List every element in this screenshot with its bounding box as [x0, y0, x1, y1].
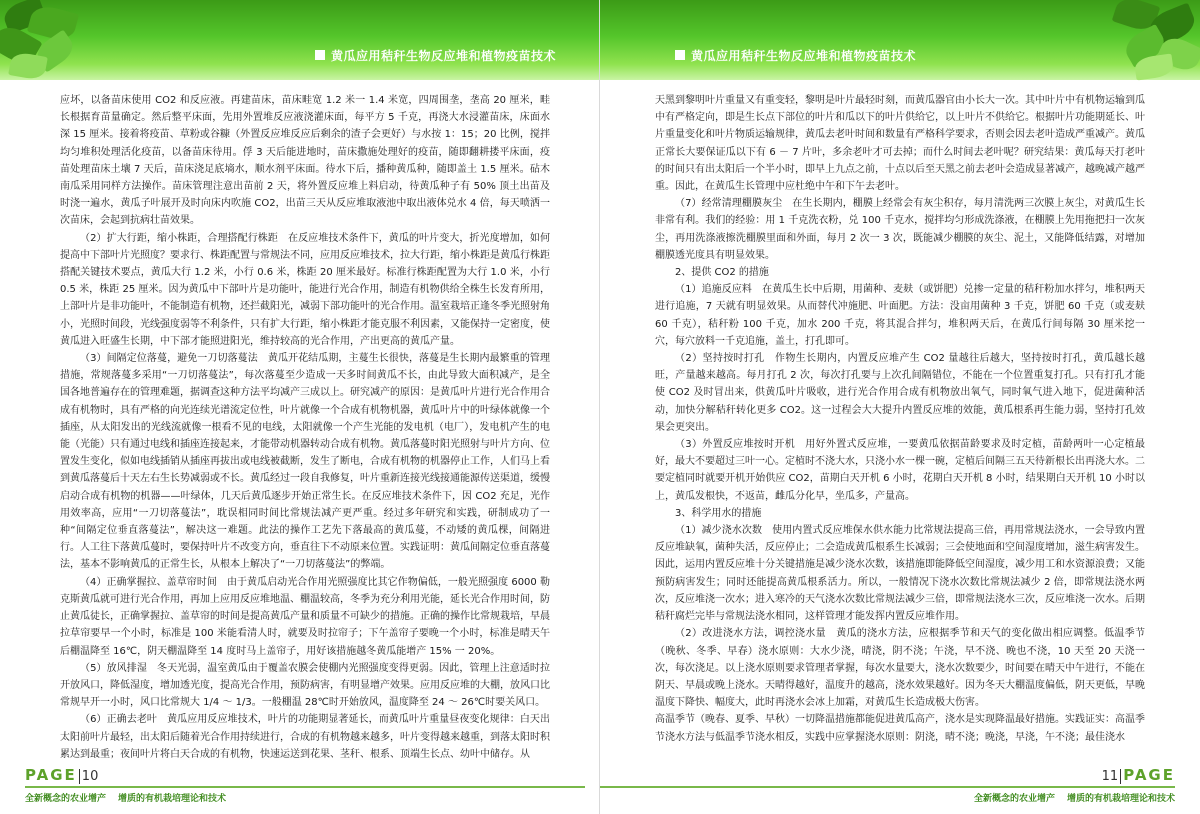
- left-paragraph-1: 应坏，以备苗床使用 CO2 和反应液。再建苗床，苗床畦宽 1.2 米一 1.4 米宽，四周围垄，垄高 20 厘米，畦长根据育苗量确定。然后整平床面，先用外置堆反应液浇灌床面，每平方 5 千克，再浇大水浸灌苗床，床面水深 15 厘米。接着将疫苗、草粉或谷糠（外置反应堆反应后剩余的渣子会更好）与水按 1：15；20 比例，搅拌均匀堆积处理活化疫苗，以备苗床待用。俘 3 天后能进地时，苗床撒施处理好的疫苗，随即翻耕搂平床面，疫苗处理苗床土壤 7 天后，苗床浇足底墒水，顺水剂平床面。待水下后，播种黄瓜种，随即盖土 1.5 厘米。砧木南瓜采用同样方法操作。苗床管理注意出苗前 2 天，将外置反应堆上料启动，待黄瓜种子有 50% 顶土出苗及时浇一遍水，黄瓜子叶展开及时向床内吹施 CO2，出苗三天从反应堆取液池中取出液体兑水 4 倍，每天喷洒一次苗床，会起到抗病壮苗效果。: [60, 95, 550, 227]
- tagline-b: 增质的有机栽培理论和技术: [1066, 794, 1175, 804]
- page-label: PAGE: [1123, 766, 1175, 784]
- right-paragraph-6: （3）外置反应堆按时开机 用好外置式反应堆，一要黄瓜依据苗龄要求及时定植，苗龄两叶一心定植最好，最大不要超过三叶一心。定植时不浇大水，只浇小水一棵一碗，定植后间隔三五天待新根长出再浇大水。二要定植同时就要开机开始供应 CO2，苗期白天开机 6 小时，花期白天开机 8 小时，结果期白天开机 10 小时以上，黄瓜发根快，不返苗，雌瓜分化早，坐瓜多，产量高。: [655, 439, 1145, 502]
- footer-rule-left: [25, 786, 585, 788]
- running-title-left: [315, 44, 556, 66]
- tagline-b: 增质的有机栽培理论和技术: [118, 794, 227, 804]
- header-band-left: [0, 0, 600, 80]
- left-paragraph-3: （3）间隔定位落蔓，避免一刀切落蔓法 黄瓜开花结瓜期，主蔓生长很快，落蔓是生长期内最繁重的管理措施，常规落蔓多采用“一刀切落蔓法”，每次落蔓至少造成一天多时间黄瓜不长，由此导致大面积减产，是全国各地普遍存在的管理难题，据调查这种方法平均减产三成以上。研究减产的原因：是黄瓜叶片进行光合作用合成有机物时，具有严格的向光连续光谱流定位性，叶片就像一个合成有机物机器，黄瓜叶片中的叶绿体就像一个插座，从太阳发出的光线流就像一根看不见的电线，太阳就像一个产生光能的发电机（电厂），发电机产生的电能（光能）只有通过电线和插座连接起来，才能带动机器转动合成有机物。黄瓜落蔓时阳光照射与叶片方向、位置发生变化，似如电线插销从插座再拔出或电线被截断，发生了断电，合成有机物的机器停止工作，人们马上看到黄瓜落蔓后十天左右生长势减弱或不长。黄瓜经过一段自我修复，叶片重新连接光线接通能源传送渠道，缓慢启动合成有机物的机器——叶绿体，几天后黄瓜逐步开始正常生长。在反应堆技术条件下，因 CO2 充足，光作用效率高，应用“一刀切落蔓法”，耽误相同时间比常规法减产更严重。经过多年研究和实践，研制成功了一种“间隔定位垂直落蔓法”，解决这一难题。此法的操作工艺先下落最高的黄瓜蔓，不动矮的黄瓜棵，间隔进行。人工往下落黄瓜蔓时，要保持叶片不改变方向，垂直往下不动原来位置。实践证明：黄瓜间隔定位垂直落蔓法，基本不影响黄瓜的正常生长，从根本上解决了“一刀切落蔓法”的弊端。: [60, 353, 550, 571]
- footer-right: [600, 766, 1175, 808]
- left-paragraph-6: （6）正确去老叶 黄瓜应用反应堆技术，叶片的功能期显著延长，而黄瓜叶片重量昼夜变化规律：白天出太阳前叶片最轻，出太阳后随着光合作用持续进行，合成的有机物越来越多，叶片变得越来越重，到落太阳时积累达到最重；夜间叶片将白天合成的有机物，快速运送到花果、茎秆、根系、顶端生长点、幼叶中储存。从: [60, 714, 550, 760]
- running-title-right: [675, 44, 916, 66]
- running-title-text: 黄瓜应用秸秆生物反应堆和植物疫苗技术: [691, 48, 917, 63]
- header-band-right: [600, 0, 1200, 80]
- section-heading-water: 3、科学用水的措施: [675, 507, 762, 519]
- right-paragraph-1: 天黑到黎明叶片重量又有重变轻，黎明是叶片最轻时刻，而黄瓜器官由小长大一次。其中叶片中有机物运输到瓜中有严格定向，即是生长点下部位的叶片和瓜以下的叶片供给它，以上叶片不供给它。根据叶片功能期延长、叶片重量变化和叶片物质运输规律，黄瓜去老叶时间和数量有严格科学要求，否则会因去老叶造成严重减产。黄瓜正常长大要保证瓜以下有 6 － 7 片叶，多余老叶才可去掉；而什么时间去老叶呢？研究结果：黄瓜每天打老叶的时间只有出太阳后一个半小时，即早上九点之前，十点以后至天黑之前去老叶会造成显著减产，越晚减产越严重。因此，在黄瓜生长管理中应杜绝中午和下午去老叶。: [655, 95, 1145, 193]
- running-title-text: 黄瓜应用秸秆生物反应堆和植物疫苗技术: [331, 48, 557, 63]
- foliage-image-left: [0, 0, 95, 80]
- footer-tagline-right: [600, 791, 1175, 804]
- title-square-bullet: [675, 50, 685, 60]
- right-paragraph-9: （2）改进浇水方法，调控浇水量 黄瓜的浇水方法，应根据季节和天气的变化做出相应调整。低温季节（晚秋、冬季、早春）浇水原则：大水少浇，晴浇，阴不浇；午浇，早不浇、晚也不浇，10 天至 20 天浇一次，每次浇足。以上浇水原则要求管理者掌握，每次水量要大，浇水次数要少，时间要在晴天中午进行，不能在阴天、早晨或晚上浇水。天晴得越好，温度升的越高，浇水效果越好。因为冬天大棚温度偏低，阴天更低，早晚温度下降快、幅度大，此时再浇水会冰上加霜，对黄瓜生长造成极大伤害。: [655, 628, 1145, 709]
- right-paragraph-8: （1）减少浇水次数 使用内置式反应堆保水供水能力比常规法提高三倍，再用常规法浇水，一会导致内置反应堆缺氧，菌种失活，反应停止；二会造成黄瓜根系生长减弱；三会使地面和空间湿度增加，滋生病害发生。因此，运用内置反应堆十分关键措施是减少浇水次数，该措施即能降低空间湿度，减少用工和水资源浪费；又能预防病害发生；同时还能提高黄瓜根系活力。所以，一般情况下浇水次数比常规法减少 2 倍，即常规法浇水两次，反应堆浇一次水；进入寒冷的天气浇水次数比常规法减少三倍，即常规法浇水三次，反应堆浇一次水。后期秸秆腐烂完毕与常规法浇水相同，这样管理才能发挥内置反应堆作用。: [655, 525, 1145, 623]
- page-label: PAGE: [25, 766, 77, 784]
- right-paragraph-10: 高温季节（晚春、夏季、早秋）一切降温措施都能促进黄瓜高产，浇水是实现降温最好措施。实践证实：高温季节浇水方法与低温季节浇水相反，实践中应掌握浇水原则：阴浇，晴不浇；晚浇，早浇，午不浇；最佳浇水: [655, 714, 1145, 743]
- right-page: [600, 0, 1200, 814]
- left-paragraph-4: （4）正确掌握拉、盖草帘时间 由于黄瓜启动光合作用光照强度比其它作物偏低，一般光照强度 6000 勒克斯黄瓜就可进行光合作用，再加上应用反应堆地温、棚温较高，冬季为充分利用光能，延长光合作用时间，防止黄瓜徒长，正确掌握拉、盖草帘的时间是提高黄瓜产量和质量不可缺少的措施。正确的操作比常规栽培，早晨拉草帘要早一个小时，标准是 100 米能看清人时，就要及时拉帘子；下午盖帘子要晚一个小时，标准是晴天午后棚温降至 16℃，阴天棚温降至 14 度时马上盖帘子，用好该措施越冬黄瓜能增产 15% 一 20%。: [60, 576, 550, 657]
- title-square-bullet: [315, 50, 325, 60]
- footer-tagline-left: [25, 791, 585, 804]
- right-paragraph-5: （2）坚持按时打孔 作物生长期内，内置反应堆产生 CO2 量越往后越大，坚持按时打孔，黄瓜越长越旺，产量越来越高。每月打孔 2 次，每次打孔要与上次孔间隔错位，不能在一个位置重复打孔。只有打孔才能使 CO2 及时冒出来，供黄瓜叶片吸收，进行光合作用合成有机物放出氧气，同时氧气进入地下，促进菌种活动，加快分解秸秆转化更多 CO2。这一过程会大大提升内置反应堆的效能，黄瓜根系再生能力弱，坚持打孔效果会更突出。: [655, 353, 1145, 433]
- page-number-left: 10: [79, 769, 99, 784]
- left-text-column: [60, 92, 550, 762]
- tagline-a: 全新概念的农业增产: [973, 794, 1055, 804]
- footer-left: [25, 766, 585, 808]
- section-heading-co2: 2、提供 CO2 的措施: [675, 267, 769, 279]
- right-paragraph-4: （1）追施反应料 在黄瓜生长中后期，用菌种、麦麸（或饼肥）兑掺一定量的秸秆粉加水拌匀，堆积两天进行追施，7 天就有明显效果。从而替代冲施肥、叶面肥。方法：没亩用菌种 3 千克，饼肥 60 千克（或麦麸 60 千克），秸秆粉 100 千克，加水 200 千克，将其混合拌匀，堆积两天后，在黄瓜行间每隔 30 厘米挖一穴，每穴放料一千克追施，盖土，打孔即可。: [655, 284, 1145, 347]
- page-number-right: 11: [1102, 769, 1122, 784]
- left-paragraph-2: （2）扩大行距，缩小株距，合理搭配行株距 在反应堆技术条件下，黄瓜的叶片变大，折光度增加，如何提高中下部叶片光照度？要求行、株距配置与常规法不同，应用反应堆技术，拉大行距，缩小株距是黄瓜行株距搭配关键技术要点，黄瓜大行 1.2 米，小行 0.6 米，株距 20 厘米最好。标准行株距配置为大行 1.0 米，小行 0.5 米，株距 25 厘米。因为黄瓜中下部叶片是功能叶，能进行光合作用，制造有机物供给全株生长发育所用，上部叶片是非功能叶，不能制造有机物，还拦截阳光，减弱下部功能叶的光合作用。温室栽培正逢冬季光照射角小，光照时间段，光线强度弱等不利条件，只有扩大行距，缩小株距才能克服不利因素，又能保持一定密度，使黄瓜进入旺盛生长期，中下部才能照进阳光，维持较高的光合作用，产出更高的黄瓜产量。: [60, 232, 550, 347]
- footer-rule-right: [600, 786, 1175, 788]
- right-paragraph-2: （7）经常清理棚膜灰尘 在生长期内，棚膜上经常会有灰尘积存，每月清洗两三次膜上灰尘，对黄瓜生长非常有利。我们的经验：用 1 千克洗衣粉，兑 100 千克水，搅拌均匀形成洗涤液，在棚膜上先用拖把扫一次灰尘，再用洗涤液擦洗棚膜里面和外面，每月 2 次一 3 次，既能减少棚膜的灰尘、泥土，又能降低结露，对增加棚膜透光度具有明显效果。: [655, 198, 1145, 261]
- right-text-column: [655, 92, 1145, 762]
- left-paragraph-5: （5）放风排湿 冬天光弱，温室黄瓜由于覆盖农膜会使棚内光照强度变得更弱。因此，管理上注意适时拉开放风口，降低湿度，增加透光度，提高光合作用，预防病害，有明显增产效果。应用反应堆的大棚，放风口比常规早开一小时，风口比常规大 1/4 ～ 1/3。一般棚温 28℃时开始放风，温度降至 24 ～ 26℃时要关风口。: [60, 662, 550, 709]
- tagline-a: 全新概念的农业增产: [25, 794, 107, 804]
- foliage-image-right: [1105, 0, 1200, 80]
